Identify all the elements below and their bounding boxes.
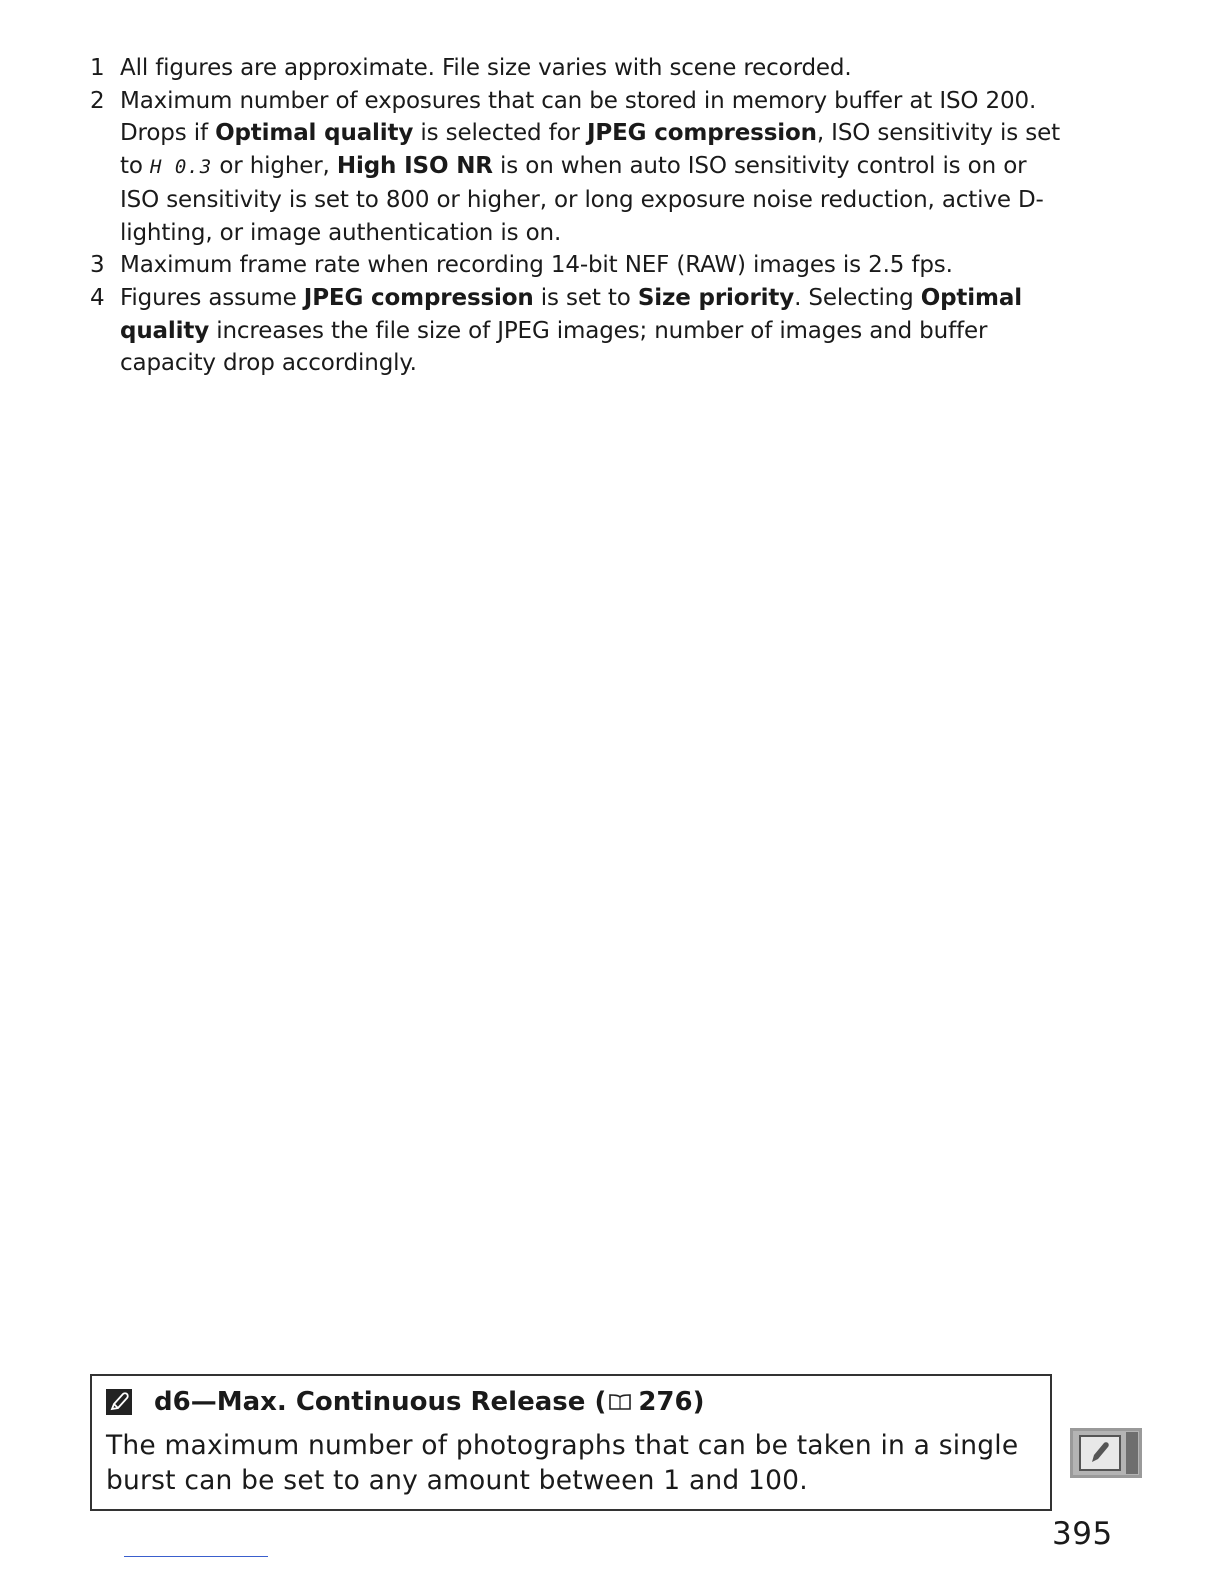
footnote-text-run: Maximum frame rate when recording 14-bit NEF (RAW) images is 2.5 fps. xyxy=(120,252,953,279)
footnote-bold-term: Optimal quality xyxy=(120,284,1022,344)
note-title xyxy=(106,1382,705,1422)
footnote-text xyxy=(120,55,852,81)
footnote-bold-term: Size priority xyxy=(637,284,795,311)
footnote-text-run: is selected for xyxy=(413,120,587,147)
technical-notes-tab-icon xyxy=(1070,1428,1142,1478)
footnote-text-run: Figures assume xyxy=(120,284,304,311)
note-title-suffix: ) xyxy=(692,1387,705,1417)
note-box xyxy=(90,1374,1052,1511)
footnote-4 xyxy=(90,282,1070,380)
bottom-rule xyxy=(124,1556,268,1557)
footnote-number: 3 xyxy=(90,252,105,279)
footnote-text xyxy=(120,88,1060,246)
footnote-text-run: or higher, xyxy=(212,153,337,180)
footnote-text-run: is set to xyxy=(533,284,638,311)
footnote-3 xyxy=(90,249,1070,282)
footnote-1 xyxy=(90,52,1070,85)
footnotes-list xyxy=(90,52,1070,380)
footnote-number: 1 xyxy=(90,55,105,81)
footnote-text-run: All figures are approximate. File size varies with scene recorded. xyxy=(120,55,852,81)
footnote-2 xyxy=(90,85,1070,250)
footnote-text-run: . Selecting xyxy=(794,284,921,311)
footnote-text-run: is on when auto ISO sensitivity control is on or ISO sensitivity is set to 800 or higher, or long exposure noise reduction, active D-lighting, or image authentication is on. xyxy=(120,153,1044,246)
note-body: The maximum number of photographs that can be taken in a single burst can be set to any amount between 1 and 100. xyxy=(106,1430,1019,1496)
note-title-ref[interactable]: 276 xyxy=(638,1387,693,1417)
pencil-icon xyxy=(106,1389,132,1415)
footnote-text xyxy=(120,285,1022,376)
footnote-bold-term: JPEG compression xyxy=(303,284,534,311)
lcd-value: H 0.3 xyxy=(149,156,213,179)
footnote-bold-term: High ISO NR xyxy=(336,153,493,180)
note-title-prefix: d6—Max. Continuous Release ( xyxy=(154,1387,607,1417)
footnote-text xyxy=(120,252,953,278)
footnote-text-run: increases the file size of JPEG images; number of images and buffer capacity drop accordingly. xyxy=(120,317,988,377)
footnote-bold-term: Optimal quality xyxy=(215,120,414,147)
page-number: 395 xyxy=(1052,1516,1113,1552)
footnote-number: 2 xyxy=(90,87,105,114)
footnote-bold-term: JPEG compression xyxy=(587,120,817,147)
footnote-text-run: Maximum number of exposures that can be stored in memory buffer at ISO 200. Drops if xyxy=(120,87,1037,147)
footnote-text-run: , ISO sensitivity is set to xyxy=(120,120,1060,180)
book-icon xyxy=(608,1392,632,1412)
footnote-number: 4 xyxy=(90,284,105,311)
